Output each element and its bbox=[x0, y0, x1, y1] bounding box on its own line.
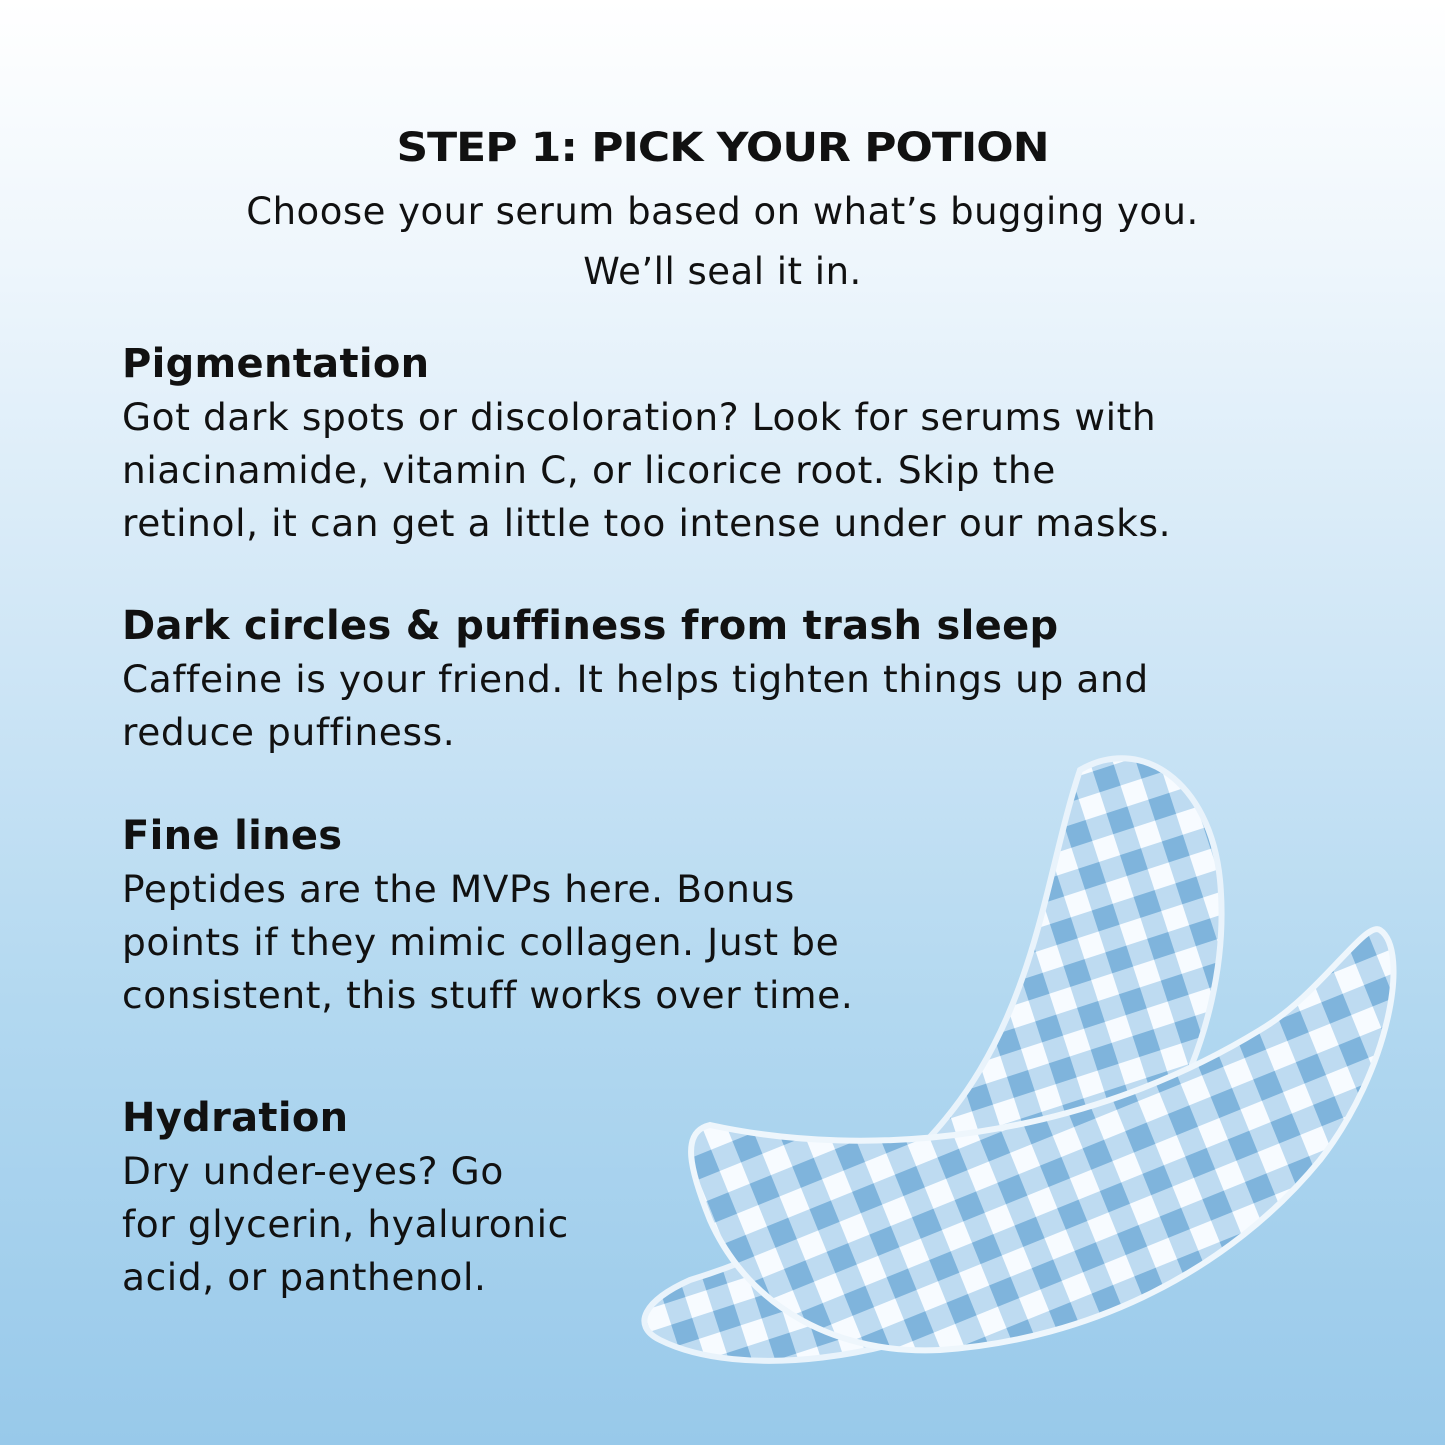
page-title: STEP 1: PICK YOUR POTION bbox=[396, 124, 1049, 171]
section-body-line: points if they mimic collagen. Just be bbox=[122, 920, 840, 964]
section-heading: Pigmentation bbox=[122, 341, 430, 387]
section-dark-circles bbox=[122, 600, 1302, 759]
subtitle-line-2: We’ll seal it in. bbox=[583, 250, 862, 293]
section-heading: Dark circles & puffiness from trash sleep bbox=[122, 603, 1059, 649]
section-heading: Fine lines bbox=[122, 813, 343, 859]
section-body-line: Dry under-eyes? Go bbox=[122, 1149, 504, 1193]
page-subtitle bbox=[0, 182, 1445, 302]
section-body-line: for glycerin, hyaluronic bbox=[122, 1202, 569, 1246]
section-body-line: acid, or panthenol. bbox=[122, 1255, 487, 1299]
section-body-line: niacinamide, vitamin C, or licorice root. Skip the bbox=[122, 448, 1056, 492]
section-heading: Hydration bbox=[122, 1095, 349, 1141]
subtitle-line-1: Choose your serum based on what’s bugging you. bbox=[246, 190, 1199, 233]
section-body-line: Got dark spots or discoloration? Look for serums with bbox=[122, 395, 1157, 439]
section-body-line: Peptides are the MVPs here. Bonus bbox=[122, 867, 795, 911]
section-body-line: Caffeine is your friend. It helps tighten things up and bbox=[122, 657, 1149, 701]
section-hydration bbox=[122, 1092, 642, 1304]
section-body-line: retinol, it can get a little too intense under our masks. bbox=[122, 501, 1172, 545]
section-body-line: reduce puffiness. bbox=[122, 710, 456, 754]
gingham-eye-patches-illustration bbox=[620, 740, 1420, 1420]
section-body-line: consistent, this stuff works over time. bbox=[122, 973, 854, 1017]
section-pigmentation bbox=[122, 338, 1302, 550]
